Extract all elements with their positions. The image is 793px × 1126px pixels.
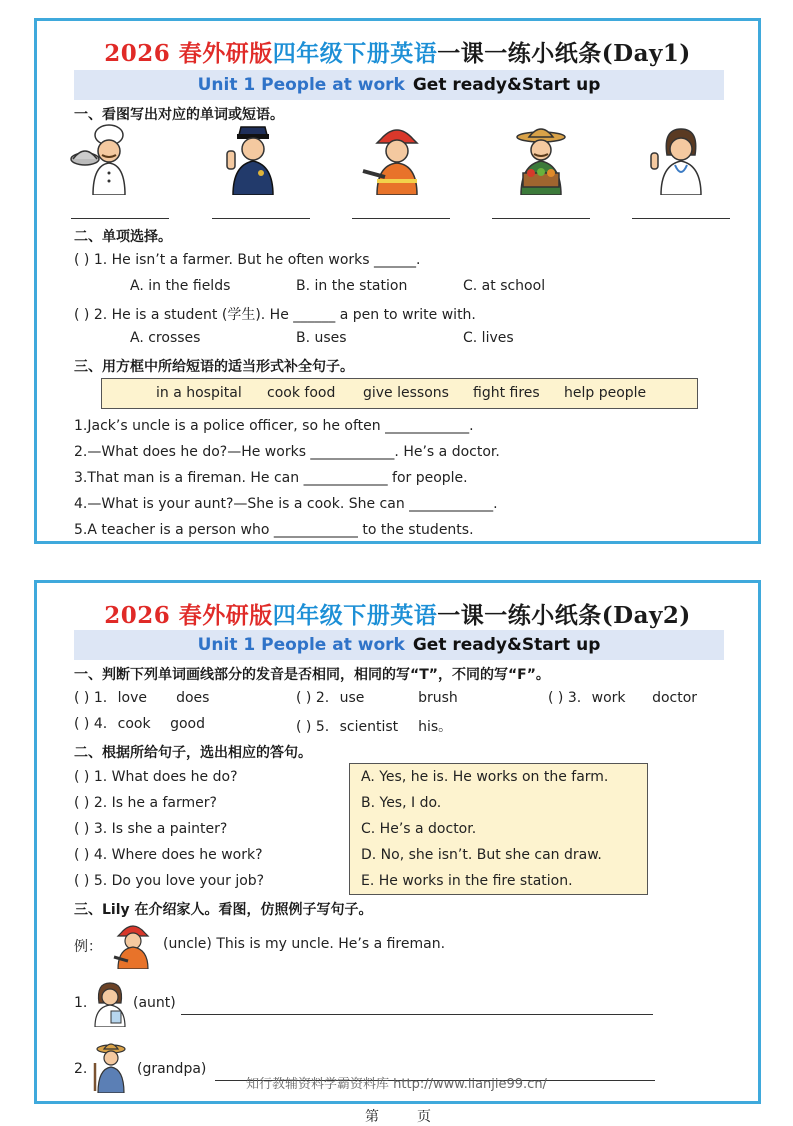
title-part-c: 一课一练小纸条(Day2) (437, 602, 691, 629)
page-label-suffix: 页 (417, 1109, 431, 1125)
item-1-number: 1. (74, 995, 88, 1011)
match-question-1: ( ) 1. What does he do? (74, 769, 238, 785)
answer-option-a: A. Yes, he is. He works on the farm. (361, 769, 609, 785)
unit-name: Unit 1 People at work (197, 635, 405, 655)
phrase-item: in a hospital (156, 385, 242, 401)
match-question-3: ( ) 3. Is she a painter? (74, 821, 228, 837)
chef-icon (69, 121, 149, 195)
phrase-item: fight fires (473, 385, 540, 401)
phonics-word: doctor (652, 690, 698, 706)
fireman-icon (110, 919, 156, 969)
mc-option: B. in the station (296, 278, 408, 294)
title-part-a: 2026 春外研版 (104, 40, 273, 67)
phonics-number: ( ) 5. (296, 719, 330, 735)
answer-line[interactable] (492, 218, 590, 219)
farmer-icon (501, 121, 581, 195)
aunt-icon (89, 977, 131, 1027)
mc-question-1: ( ) 1. He isn’t a farmer. But he often works ______. (74, 252, 421, 268)
worksheet-title (37, 35, 758, 68)
example-label: 例： (74, 939, 102, 955)
phonics-word: brush (418, 690, 458, 706)
mc-question-2: ( ) 2. He is a student (学生). He ______ a pen to write with. (74, 307, 476, 323)
watermark: 知行教辅资料学霸资料库 http://www.lianjie99.cn/ (246, 1077, 547, 1092)
section-2-heading: 二、单项选择。 (74, 229, 172, 245)
phonics-word: cook (117, 716, 151, 732)
answer-line[interactable] (212, 218, 310, 219)
answer-options-box (349, 763, 648, 895)
title-part-b: 四年级下册英语 (272, 602, 438, 629)
phonics-word: does (176, 690, 210, 706)
section-3-heading: 三、用方框中所给短语的适当形式补全句子。 (74, 359, 354, 375)
title-part-b: 四年级下册英语 (272, 40, 438, 67)
mc-option: A. crosses (130, 330, 201, 346)
phonics-item-3 (548, 690, 697, 706)
phonics-number: ( ) 3. (548, 690, 582, 706)
police-officer-icon (213, 121, 293, 195)
phonics-word: good (170, 716, 205, 732)
example-sentence: (uncle) This is my uncle. He’s a fireman. (163, 936, 446, 952)
answer-option-d: D. No, she isn’t. But she can draw. (361, 847, 602, 863)
title-part-c: 一课一练小纸条(Day1) (437, 40, 691, 67)
answer-line[interactable] (352, 218, 450, 219)
answer-option-e: E. He works in the fire station. (361, 873, 573, 889)
phonics-word: his。 (418, 719, 453, 735)
mc-option: A. in the fields (130, 278, 231, 294)
section-1-heading: 一、判断下列单词画线部分的发音是否相同，相同的写“T”，不同的写“F”。 (74, 667, 550, 683)
answer-option-b: B. Yes, I do. (361, 795, 442, 811)
mc-option: B. uses (296, 330, 347, 346)
phonics-item-1 (74, 690, 209, 706)
item-2-label: (grandpa) (137, 1061, 207, 1077)
fill-sentence-4: 4.—What is your aunt?—She is a cook. She can ____________. (74, 496, 498, 512)
phonics-number: ( ) 2. (296, 690, 330, 706)
firefighter-icon (357, 121, 437, 195)
doctor-icon (641, 121, 721, 195)
phrase-item: give lessons (363, 385, 449, 401)
page-number (365, 1106, 469, 1126)
section-2-heading: 二、根据所给句子，选出相应的答句。 (74, 745, 312, 761)
item-2-number: 2. (74, 1061, 88, 1077)
phonics-number: ( ) 1. (74, 690, 108, 706)
worksheet-day1 (34, 18, 761, 544)
phrase-item: help people (564, 385, 647, 401)
phrase-item: cook food (267, 385, 336, 401)
mc-option: C. lives (463, 330, 514, 346)
phrase-box (101, 378, 698, 409)
match-question-2: ( ) 2. Is he a farmer? (74, 795, 217, 811)
match-question-4: ( ) 4. Where does he work? (74, 847, 263, 863)
fill-sentence-3: 3.That man is a fireman. He can ____________ for people. (74, 470, 468, 486)
worksheet-title (37, 597, 758, 630)
phonics-item-4 (74, 716, 205, 732)
fill-sentence-1: 1.Jack’s uncle is a police officer, so he often ____________. (74, 418, 474, 434)
mc-option: C. at school (463, 278, 546, 294)
unit-bar (74, 630, 724, 660)
title-part-a: 2026 春外研版 (104, 602, 273, 629)
match-question-5: ( ) 5. Do you love your job? (74, 873, 265, 889)
phonics-number: ( ) 4. (74, 716, 108, 732)
section-1-heading: 一、看图写出对应的单词或短语。 (74, 107, 284, 123)
unit-bar (74, 70, 724, 100)
phonics-word: use (339, 690, 365, 706)
phonics-item-5 (296, 716, 452, 736)
worksheet-day2 (34, 580, 761, 1104)
unit-section: Get ready&Start up (412, 75, 601, 95)
unit-name: Unit 1 People at work (197, 75, 405, 95)
answer-option-c: C. He’s a doctor. (361, 821, 477, 837)
unit-section: Get ready&Start up (412, 635, 601, 655)
phonics-word: scientist (339, 719, 399, 735)
phonics-word: work (591, 690, 626, 706)
answer-line[interactable] (71, 218, 169, 219)
answer-line[interactable] (181, 1001, 653, 1015)
fill-sentence-5: 5.A teacher is a person who ____________ to the students. (74, 522, 474, 538)
answer-line[interactable] (632, 218, 730, 219)
fill-sentence-2: 2.—What does he do?—He works ____________. He’s a doctor. (74, 444, 500, 460)
phonics-item-2 (296, 690, 458, 706)
section-3-heading: 三、Lily 在介绍家人。看图，仿照例子写句子。 (74, 902, 373, 918)
page-label-prefix: 第 (365, 1109, 379, 1125)
phonics-word: love (117, 690, 147, 706)
item-1-label: (aunt) (133, 995, 176, 1011)
